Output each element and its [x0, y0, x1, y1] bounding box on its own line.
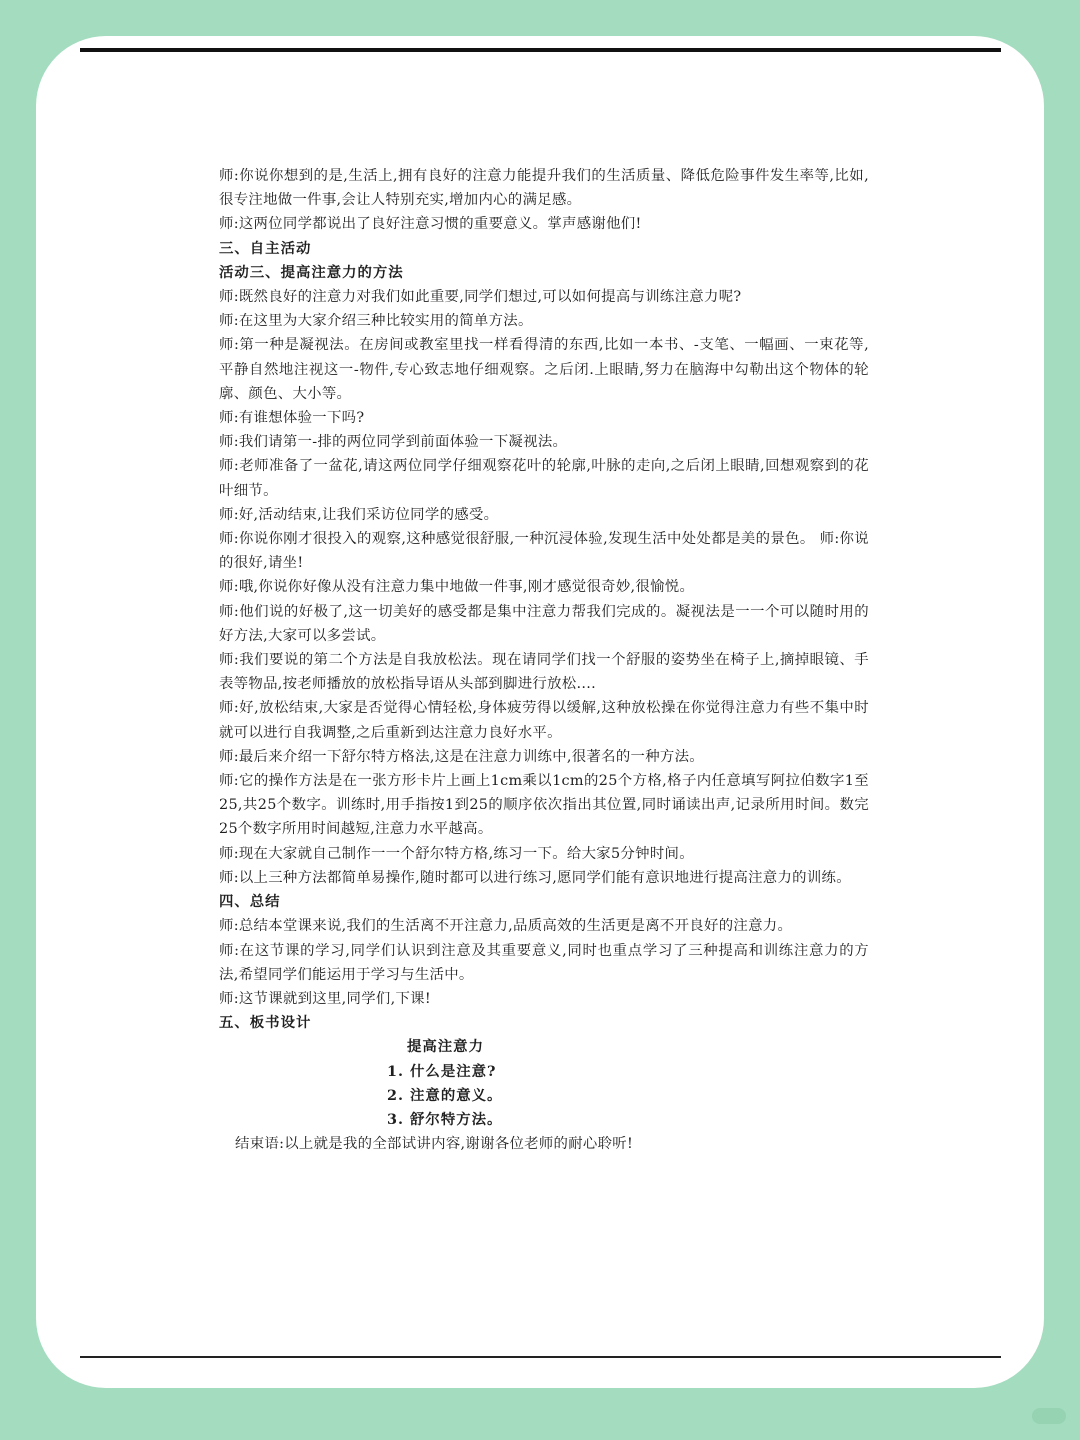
paragraph: 师:哦,你说你好像从没有注意力集中地做一件事,刚才感觉很奇妙,很愉悦。	[219, 579, 695, 596]
paragraph: 师:我们请第一-排的两位同学到前面体验一下凝视法。	[219, 434, 568, 451]
paragraph: 师:在这节课的学习,同学们认识到注意及其重要意义,同时也重点学习了三种提高和训练注意力的方法,希望同学们能运用于学习与生活中。	[219, 942, 869, 983]
paragraph: 师:你说你刚才很投入的观察,这种感觉很舒服,一种沉浸体验,发现生活中处处都是美的景色。 师:你说的很好,请坐!	[219, 531, 869, 572]
paragraph: 师:好,活动结束,让我们采访位同学的感受。	[219, 506, 499, 523]
bottom-rule	[80, 1356, 1001, 1358]
paragraph: 师:有谁想体验一下吗?	[219, 410, 365, 427]
top-rule	[80, 48, 1001, 52]
paragraph: 师:这两位同学都说出了良好注意习惯的重要意义。掌声感谢他们!	[219, 216, 642, 233]
watermark-logo	[1032, 1408, 1066, 1424]
closing-remark: 结束语:以上就是我的全部试讲内容,谢谢各位老师的耐心聆听!	[235, 1136, 634, 1153]
paragraph: 师:现在大家就自己制作一一个舒尔特方格,练习一下。给大家5分钟时间。	[219, 845, 694, 862]
paragraph: 师:总结本堂课来说,我们的生活离不开注意力,品质高效的生活更是离不开良好的注意力。	[219, 918, 793, 935]
paragraph: 师:它的操作方法是在一张方形卡片上画上1cm乘以1cm的25个方格,格子内任意填写阿拉伯数字1至25,共25个数字。训练时,用手指按1到25的顺序依次指出其位置,同时诵读出声,记录所用时间。数完25个数字所用时间越短,注意力水平越高。	[219, 773, 869, 838]
lesson-document	[219, 164, 869, 1156]
board-design	[219, 1035, 869, 1132]
paragraph: 师:老师准备了一盆花,请这两位同学仔细观察花叶的轮廓,叶脉的走向,之后闭上眼睛,回想观察到的花叶细节。	[219, 458, 869, 499]
paragraph: 师:好,放松结束,大家是否觉得心情轻松,身体疲劳得以缓解,这种放松操在你觉得注意力有些不集中时就可以进行自我调整,之后重新到达注意力良好水平。	[219, 700, 869, 741]
paragraph: 师:以上三种方法都简单易操作,随时都可以进行练习,愿同学们能有意识地进行提高注意力的训练。	[219, 869, 851, 886]
section-heading: 四、总结	[219, 893, 281, 911]
paragraph: 师:你说你想到的是,生活上,拥有良好的注意力能提升我们的生活质量、降低危险事件发生率等,比如,很专注地做一件事,会让人特别充实,增加内心的满足感。	[219, 168, 869, 209]
section-heading: 活动三、提高注意力的方法	[219, 263, 404, 281]
paragraph-list	[219, 164, 869, 1035]
paragraph: 师:既然良好的注意力对我们如此重要,同学们想过,可以如何提高与训练注意力呢?	[219, 289, 742, 306]
board-item-1: 1. 什么是注意?	[387, 1062, 497, 1080]
board-title: 提高注意力	[407, 1038, 484, 1056]
paragraph: 师:我们要说的第二个方法是自我放松法。现在请同学们找一个舒服的姿势坐在椅子上,摘掉眼镜、手表等物品,按老师播放的放松指导语从头部到脚进行放松....	[219, 652, 869, 693]
board-item-3: 3. 舒尔特方法。	[387, 1110, 503, 1128]
paragraph: 师:第一种是凝视法。在房间或教室里找一样看得清的东西,比如一本书、-支笔、一幅画、一束花等,平静自然地注视这一-物件,专心致志地仔细观察。之后闭.上眼睛,努力在脑海中勾勒出这个物体的轮廓、颜色、大小等。	[219, 337, 869, 402]
section-heading: 三、自主活动	[219, 239, 312, 257]
paragraph: 师:这节课就到这里,同学们,下课!	[219, 990, 431, 1007]
paragraph: 师:他们说的好极了,这一切美好的感受都是集中注意力帮我们完成的。凝视法是一一个可以随时用的好方法,大家可以多尝试。	[219, 603, 869, 644]
board-item-2: 2. 注意的意义。	[387, 1086, 503, 1104]
paragraph: 师:在这里为大家介绍三种比较实用的简单方法。	[219, 313, 533, 330]
section-heading: 五、板书设计	[219, 1014, 312, 1032]
paragraph: 师:最后来介绍一下舒尔特方格法,这是在注意力训练中,很著名的一种方法。	[219, 748, 704, 765]
